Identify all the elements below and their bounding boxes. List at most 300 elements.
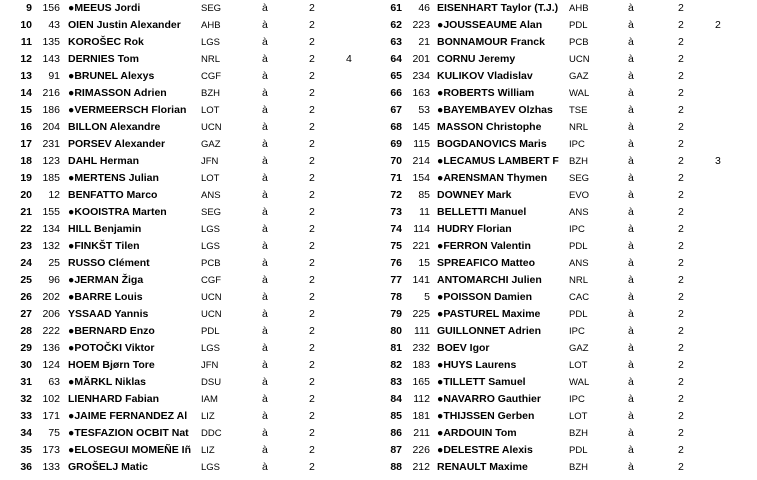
team-code-cell: BZH	[569, 428, 588, 439]
team-code-cell: UCN	[201, 122, 222, 133]
bib-cell: 225	[412, 308, 430, 320]
rank-cell: 33	[20, 410, 32, 422]
bib-cell: 63	[48, 376, 60, 388]
team-code-cell: LOT	[201, 173, 220, 184]
rank-cell: 66	[390, 87, 402, 99]
results-column-right	[380, 0, 757, 476]
gap-cell: 2	[309, 121, 315, 133]
result-row	[0, 68, 380, 85]
team-code-cell: GAZ	[201, 139, 221, 150]
rider-name-cell: ●MEEUS Jordi	[68, 2, 141, 14]
rider-name-cell: ●POTOČKI Viktor	[68, 342, 155, 354]
rank-cell: 67	[390, 104, 402, 116]
result-row	[380, 391, 757, 408]
team-code-cell: UCN	[201, 292, 222, 303]
team-code-cell: GAZ	[569, 343, 589, 354]
gap-cell: 2	[309, 342, 315, 354]
rider-name-cell: ●TILLETT Samuel	[437, 376, 526, 388]
result-row	[380, 408, 757, 425]
at-cell: à	[628, 53, 634, 65]
bib-cell: 231	[42, 138, 60, 150]
gap-cell: 2	[309, 138, 315, 150]
team-code-cell: IAM	[201, 394, 218, 405]
result-row	[380, 340, 757, 357]
team-code-cell: IPC	[569, 139, 585, 150]
at-cell: à	[262, 291, 268, 303]
result-row	[0, 272, 380, 289]
at-cell: à	[262, 70, 268, 82]
rank-cell: 9	[26, 2, 32, 14]
bib-cell: 202	[42, 291, 60, 303]
team-code-cell: SEG	[201, 3, 222, 14]
bib-cell: 186	[42, 104, 60, 116]
bib-cell: 232	[412, 342, 430, 354]
rank-cell: 29	[20, 342, 32, 354]
rank-cell: 76	[390, 257, 402, 269]
result-row	[380, 442, 757, 459]
rider-name-cell: ●POISSON Damien	[437, 291, 533, 303]
rank-cell: 74	[390, 223, 402, 235]
result-row	[380, 255, 757, 272]
rank-cell: 21	[20, 206, 32, 218]
result-row	[380, 459, 757, 476]
at-cell: à	[628, 240, 634, 252]
rider-name-cell: BENFATTO Marco	[68, 189, 158, 201]
bib-cell: 204	[42, 121, 60, 133]
team-code-cell: LIZ	[201, 445, 215, 456]
gap-cell: 2	[309, 393, 315, 405]
result-row	[380, 306, 757, 323]
rank-cell: 36	[20, 461, 32, 473]
rider-name-cell: ●BERNARD Enzo	[68, 325, 155, 337]
result-row	[380, 323, 757, 340]
result-row	[0, 17, 380, 34]
rider-name-cell: RUSSO Clément	[68, 257, 150, 269]
rider-name-cell: ●ARDOUIN Tom	[437, 427, 517, 439]
at-cell: à	[628, 444, 634, 456]
gap-cell: 2	[678, 138, 684, 150]
at-cell: à	[628, 70, 634, 82]
team-code-cell: LOT	[201, 105, 220, 116]
extra-cell: 2	[715, 19, 721, 31]
bib-cell: 222	[42, 325, 60, 337]
gap-cell: 2	[678, 36, 684, 48]
bib-cell: 133	[42, 461, 60, 473]
rider-name-cell: RENAULT Maxime	[437, 461, 528, 473]
gap-cell: 2	[678, 2, 684, 14]
at-cell: à	[628, 257, 634, 269]
result-row	[0, 255, 380, 272]
bib-cell: 114	[413, 223, 430, 235]
at-cell: à	[628, 461, 634, 473]
result-row	[0, 340, 380, 357]
gap-cell: 2	[678, 444, 684, 456]
at-cell: à	[628, 342, 634, 354]
bib-cell: 163	[412, 87, 430, 99]
at-cell: à	[628, 189, 634, 201]
at-cell: à	[262, 104, 268, 116]
bib-cell: 165	[412, 376, 430, 388]
gap-cell: 2	[309, 308, 315, 320]
rank-cell: 32	[20, 393, 32, 405]
team-code-cell: PDL	[201, 326, 220, 337]
rank-cell: 17	[20, 138, 32, 150]
rank-cell: 24	[20, 257, 32, 269]
result-row	[0, 187, 380, 204]
rider-name-cell: ●RIMASSON Adrien	[68, 87, 167, 99]
gap-cell: 2	[309, 461, 315, 473]
extra-cell: 4	[346, 53, 352, 65]
at-cell: à	[262, 308, 268, 320]
at-cell: à	[262, 87, 268, 99]
gap-cell: 2	[309, 172, 315, 184]
at-cell: à	[628, 325, 634, 337]
team-code-cell: ANS	[569, 207, 589, 218]
gap-cell: 2	[309, 257, 315, 269]
rider-name-cell: OIEN Justin Alexander	[68, 19, 181, 31]
rank-cell: 82	[390, 359, 402, 371]
bib-cell: 156	[42, 2, 60, 14]
gap-cell: 2	[309, 36, 315, 48]
gap-cell: 2	[678, 342, 684, 354]
bib-cell: 123	[42, 155, 60, 167]
at-cell: à	[628, 274, 634, 286]
rider-name-cell: ●ARENSMAN Thymen	[437, 172, 548, 184]
at-cell: à	[628, 359, 634, 371]
rank-cell: 11	[20, 36, 32, 48]
rider-name-cell: ●LECAMUS LAMBERT F	[437, 155, 559, 167]
at-cell: à	[628, 223, 634, 235]
bib-cell: 214	[412, 155, 430, 167]
bib-cell: 15	[418, 257, 430, 269]
bib-cell: 135	[42, 36, 60, 48]
at-cell: à	[262, 359, 268, 371]
rank-cell: 78	[390, 291, 402, 303]
team-code-cell: LIZ	[201, 411, 215, 422]
bib-cell: 21	[418, 36, 430, 48]
gap-cell: 2	[309, 104, 315, 116]
at-cell: à	[262, 461, 268, 473]
bib-cell: 53	[418, 104, 430, 116]
rank-cell: 75	[390, 240, 402, 252]
result-row	[380, 153, 757, 170]
bib-cell: 171	[42, 410, 60, 422]
rider-name-cell: ●HUYS Laurens	[437, 359, 517, 371]
bib-cell: 145	[412, 121, 430, 133]
team-code-cell: IPC	[569, 326, 585, 337]
result-row	[380, 17, 757, 34]
result-row	[0, 85, 380, 102]
rank-cell: 61	[390, 2, 402, 14]
result-row	[380, 0, 757, 17]
team-code-cell: CAC	[569, 292, 590, 303]
result-row	[0, 442, 380, 459]
rank-cell: 34	[20, 427, 32, 439]
rank-cell: 30	[20, 359, 32, 371]
team-code-cell: PDL	[569, 309, 588, 320]
team-code-cell: AHB	[569, 3, 589, 14]
at-cell: à	[628, 36, 634, 48]
gap-cell: 2	[678, 19, 684, 31]
rider-name-cell: ●ELOSEGUI MOMEÑE Iñ	[68, 444, 192, 456]
bib-cell: 134	[42, 223, 60, 235]
bib-cell: 132	[42, 240, 60, 252]
rider-name-cell: ●NAVARRO Gauthier	[437, 393, 541, 405]
at-cell: à	[262, 155, 268, 167]
result-row	[380, 374, 757, 391]
rank-cell: 13	[20, 70, 32, 82]
rider-name-cell: YSSAAD Yannis	[68, 308, 149, 320]
result-row	[0, 374, 380, 391]
result-row	[0, 170, 380, 187]
bib-cell: 141	[412, 274, 430, 286]
at-cell: à	[262, 325, 268, 337]
team-code-cell: LOT	[569, 411, 588, 422]
rider-name-cell: GROŠELJ Matic	[68, 461, 148, 473]
at-cell: à	[628, 410, 634, 422]
at-cell: à	[628, 19, 634, 31]
result-row	[0, 102, 380, 119]
rider-name-cell: DERNIES Tom	[68, 53, 139, 65]
at-cell: à	[628, 427, 634, 439]
bib-cell: 155	[42, 206, 60, 218]
gap-cell: 2	[678, 206, 684, 218]
gap-cell: 2	[678, 87, 684, 99]
team-code-cell: PCB	[569, 37, 589, 48]
result-row	[0, 323, 380, 340]
bib-cell: 183	[412, 359, 430, 371]
at-cell: à	[628, 104, 634, 116]
gap-cell: 2	[678, 461, 684, 473]
result-row	[380, 272, 757, 289]
team-code-cell: LOT	[569, 360, 588, 371]
rank-cell: 65	[390, 70, 402, 82]
rank-cell: 84	[390, 393, 402, 405]
bib-cell: 173	[42, 444, 60, 456]
bib-cell: 96	[48, 274, 60, 286]
gap-cell: 2	[309, 87, 315, 99]
team-code-cell: SEG	[569, 173, 590, 184]
bib-cell: 112	[413, 393, 430, 405]
rider-name-cell: ●THIJSSEN Gerben	[437, 410, 535, 422]
bib-cell: 102	[42, 393, 60, 405]
rider-name-cell: HOEM Bjørn Tore	[68, 359, 155, 371]
rider-name-cell: HUDRY Florian	[437, 223, 512, 235]
gap-cell: 2	[678, 104, 684, 116]
result-row	[380, 102, 757, 119]
result-row	[380, 221, 757, 238]
bib-cell: 91	[48, 70, 60, 82]
result-row	[0, 0, 380, 17]
result-row	[0, 204, 380, 221]
result-row	[0, 34, 380, 51]
result-row	[0, 391, 380, 408]
rank-cell: 14	[20, 87, 32, 99]
gap-cell: 2	[309, 410, 315, 422]
team-code-cell: NRL	[569, 275, 589, 286]
bib-cell: 46	[418, 2, 430, 14]
team-code-cell: DDC	[201, 428, 222, 439]
rank-cell: 22	[20, 223, 32, 235]
gap-cell: 2	[309, 291, 315, 303]
rank-cell: 79	[390, 308, 402, 320]
gap-cell: 2	[678, 274, 684, 286]
team-code-cell: UCN	[569, 54, 590, 65]
rider-name-cell: KOROŠEC Rok	[68, 36, 144, 48]
rank-cell: 19	[20, 172, 32, 184]
gap-cell: 2	[678, 240, 684, 252]
rider-name-cell: GUILLONNET Adrien	[437, 325, 542, 337]
gap-cell: 2	[678, 155, 684, 167]
rank-cell: 73	[390, 206, 402, 218]
at-cell: à	[628, 2, 634, 14]
bib-cell: 206	[42, 308, 60, 320]
bib-cell: 75	[48, 427, 60, 439]
gap-cell: 2	[309, 19, 315, 31]
team-code-cell: BZH	[569, 156, 588, 167]
at-cell: à	[262, 53, 268, 65]
rider-name-cell: EISENHART Taylor (T.J.)	[437, 2, 559, 14]
at-cell: à	[262, 393, 268, 405]
bib-cell: 5	[424, 291, 430, 303]
result-row	[0, 221, 380, 238]
at-cell: à	[262, 36, 268, 48]
result-row	[0, 408, 380, 425]
gap-cell: 2	[309, 376, 315, 388]
at-cell: à	[628, 121, 634, 133]
at-cell: à	[262, 189, 268, 201]
rank-cell: 71	[390, 172, 402, 184]
team-code-cell: SEG	[201, 207, 222, 218]
rank-cell: 18	[20, 155, 32, 167]
rank-cell: 20	[20, 189, 32, 201]
bib-cell: 201	[412, 53, 430, 65]
rank-cell: 86	[390, 427, 402, 439]
team-code-cell: JFN	[201, 156, 219, 167]
team-code-cell: ANS	[569, 258, 589, 269]
at-cell: à	[628, 155, 634, 167]
rider-name-cell: ●BARRE Louis	[68, 291, 143, 303]
rank-cell: 27	[20, 308, 32, 320]
at-cell: à	[262, 376, 268, 388]
gap-cell: 2	[678, 393, 684, 405]
rank-cell: 23	[20, 240, 32, 252]
rider-name-cell: BOEV Igor	[437, 342, 490, 354]
rider-name-cell: PORSEV Alexander	[68, 138, 166, 150]
team-code-cell: CGF	[201, 71, 222, 82]
gap-cell: 2	[678, 359, 684, 371]
result-row	[0, 357, 380, 374]
bib-cell: 43	[48, 19, 60, 31]
result-row	[380, 425, 757, 442]
result-row	[0, 136, 380, 153]
result-row	[380, 119, 757, 136]
rider-name-cell: ●JOUSSEAUME Alan	[437, 19, 543, 31]
rank-cell: 81	[390, 342, 402, 354]
gap-cell: 2	[678, 376, 684, 388]
team-code-cell: LGS	[201, 224, 221, 235]
gap-cell: 2	[678, 427, 684, 439]
bib-cell: 143	[42, 53, 60, 65]
gap-cell: 2	[678, 325, 684, 337]
result-row	[380, 289, 757, 306]
rider-name-cell: BOGDANOVICS Maris	[437, 138, 547, 150]
rider-name-cell: BELLETTI Manuel	[437, 206, 527, 218]
gap-cell: 2	[309, 325, 315, 337]
team-code-cell: WAL	[569, 88, 590, 99]
bib-cell: 181	[412, 410, 430, 422]
team-code-cell: TSE	[569, 105, 588, 116]
gap-cell: 2	[678, 172, 684, 184]
gap-cell: 2	[678, 53, 684, 65]
rank-cell: 64	[390, 53, 402, 65]
at-cell: à	[262, 257, 268, 269]
rider-name-cell: ●BAYEMBAYEV Olzhas	[437, 104, 553, 116]
at-cell: à	[628, 376, 634, 388]
gap-cell: 2	[309, 70, 315, 82]
gap-cell: 2	[309, 189, 315, 201]
gap-cell: 2	[678, 121, 684, 133]
rank-cell: 68	[390, 121, 402, 133]
rank-cell: 15	[20, 104, 32, 116]
gap-cell: 2	[309, 2, 315, 14]
at-cell: à	[262, 2, 268, 14]
result-row	[0, 306, 380, 323]
rank-cell: 25	[20, 274, 32, 286]
team-code-cell: LGS	[201, 462, 221, 473]
rider-name-cell: ●DELESTRE Alexis	[437, 444, 533, 456]
rider-name-cell: DOWNEY Mark	[437, 189, 512, 201]
team-code-cell: NRL	[569, 122, 589, 133]
rank-cell: 35	[20, 444, 32, 456]
at-cell: à	[628, 87, 634, 99]
rank-cell: 16	[20, 121, 32, 133]
rider-name-cell: ●MERTENS Julian	[68, 172, 159, 184]
bib-cell: 12	[48, 189, 60, 201]
gap-cell: 2	[678, 70, 684, 82]
rider-name-cell: ●FERRON Valentin	[437, 240, 531, 252]
team-code-cell: DSU	[201, 377, 222, 388]
result-row	[380, 238, 757, 255]
bib-cell: 85	[418, 189, 430, 201]
result-row	[380, 170, 757, 187]
team-code-cell: UCN	[201, 309, 222, 320]
gap-cell: 2	[678, 410, 684, 422]
gap-cell: 2	[678, 223, 684, 235]
rider-name-cell: SPREAFICO Matteo	[437, 257, 536, 269]
at-cell: à	[628, 172, 634, 184]
rider-name-cell: ●JERMAN Žiga	[68, 274, 144, 286]
rider-name-cell: LIENHARD Fabian	[68, 393, 160, 405]
at-cell: à	[262, 342, 268, 354]
rider-name-cell: ●TESFAZION OCBIT Nat	[68, 427, 189, 439]
result-row	[0, 153, 380, 170]
rider-name-cell: HILL Benjamin	[68, 223, 142, 235]
team-code-cell: WAL	[569, 377, 590, 388]
team-code-cell: NRL	[201, 54, 221, 65]
gap-cell: 2	[309, 240, 315, 252]
team-code-cell: CGF	[201, 275, 222, 286]
gap-cell: 2	[678, 257, 684, 269]
rider-name-cell: ●PASTUREL Maxime	[437, 308, 541, 320]
rider-name-cell: ●BRUNEL Alexys	[68, 70, 155, 82]
bib-cell: 226	[412, 444, 430, 456]
at-cell: à	[628, 138, 634, 150]
rank-cell: 85	[390, 410, 402, 422]
rider-name-cell: CORNU Jeremy	[437, 53, 516, 65]
team-code-cell: LGS	[201, 343, 221, 354]
gap-cell: 2	[309, 359, 315, 371]
